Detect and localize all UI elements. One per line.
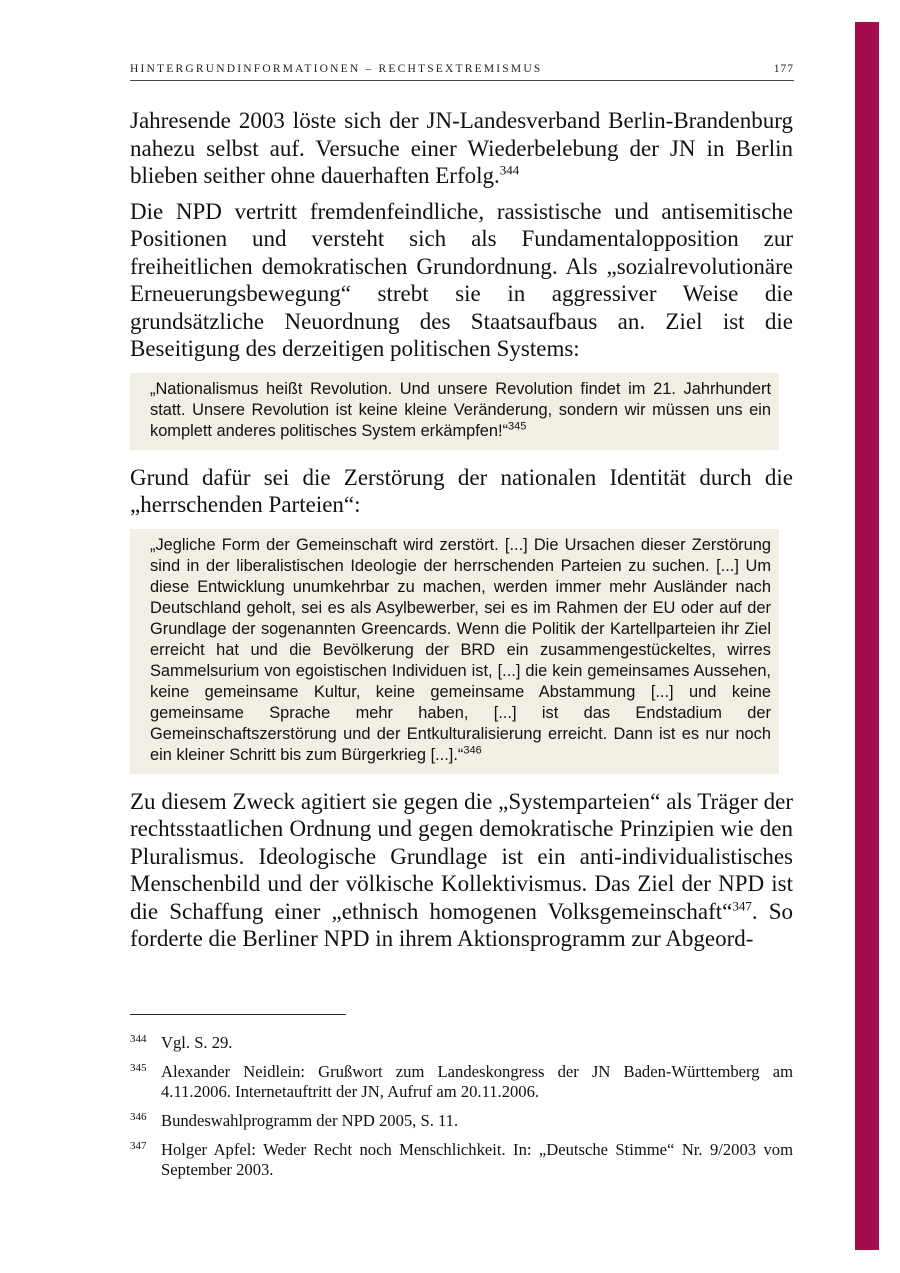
quote-text: „Nationalismus heißt Revolution. Und unsere Revolution findet im 21. Jahrhundert statt. Unsere Revolution ist keine kleine Veränderung, sondern wir müssen uns ein komplett anderes politisches System erkämpfen!“: [150, 379, 771, 440]
footnote-ref-347[interactable]: 347: [732, 897, 752, 913]
paragraph-text-continued: . So forderte die Berliner NPD in ihrem Aktionsprogramm zur Abgeord-: [130, 898, 794, 951]
main-text: [130, 107, 793, 961]
footnote: [130, 1062, 793, 1102]
paragraph-text: Die NPD vertritt fremdenfeindliche, rassistische und antisemitische Positionen und versteht sich als Fundamentalopposition zur freiheitlichen demokratischen Grundordnung. Als „sozialrevolutionäre Erneuerungsbewegung“ strebt sie in aggressiver Weise die grundsätzliche Neuordnung des Staatsaufbaus an. Ziel ist die Beseitigung des derzeitigen politischen Systems:: [130, 198, 793, 361]
footnote-text: Holger Apfel: Weder Recht noch Menschlichkeit. In: „Deutsche Stimme“ Nr. 9/2003 vom September 2003.: [161, 1140, 793, 1179]
footnote-text: Vgl. S. 29.: [161, 1033, 233, 1052]
paragraph-text: Grund dafür sei die Zerstörung der nationalen Identität durch die „herrschenden Parteien“:: [130, 464, 793, 517]
footnote: [130, 1140, 793, 1180]
footnote-number: 347: [130, 1140, 147, 1152]
footnote-separator: [130, 1014, 346, 1015]
quote-text: „Jegliche Form der Gemeinschaft wird zerstört. [...] Die Ursachen dieser Zerstörung sind in der liberalistischen Ideologie der herrschenden Parteien zu suchen. [...] Um diese Entwicklung unumkehrbar zu machen, werden immer mehr Ausländer nach Deutschland geholt, sei es als Asylbewerber, sei es im Rahmen der EU oder auf der Grundlage der sogenannten Greencards. Wenn die Politik der Kartellparteien ihr Ziel erreicht hat und die Bevölkerung der BRD ein zusammengestückeltes, wirres Sammelsurium von egoistischen Individuen ist, [...] die kein gemeinsames Aussehen, keine gemeinsame Kultur, keine gemeinsame Abstammung [...] und keine gemeinsame Sprache mehr haben, [...] ist das Endstadium der Gemeinschaftszerstörung und der Entkulturalisierung erreicht. Dann ist es nur noch ein kleiner Schritt bis zum Bürgerkrieg [...].“: [150, 535, 771, 764]
footnote-number: 344: [130, 1033, 147, 1045]
footnote: [130, 1111, 793, 1131]
paragraph-national-identity: [130, 464, 793, 519]
quote-block-nationalism: [130, 373, 779, 450]
paragraph-text: Zu diesem Zweck agitiert sie gegen die „Systemparteien“ als Träger der rechtsstaatlichen Ordnung und gegen demokratische Prinzipien wie den Pluralismus. Ideologische Grundlage ist ein anti-individualistisches Menschenbild und der völkische Kollektivismus. Das Ziel der NPD ist die Schaffung einer „ethnisch homogenen Volksgemeinschaft“: [130, 788, 793, 924]
footnote-number: 346: [130, 1111, 147, 1123]
footnote-ref-345[interactable]: 345: [508, 420, 527, 433]
paragraph-jn-dissolution: [130, 107, 793, 190]
paragraph-text: Jahresende 2003 löste sich der JN-Landesverband Berlin-Brandenburg nahezu selbst auf. Versuche einer Wiederbelebung der JN in Berlin blieben seither ohne dauerhaften Erfolg.: [130, 108, 793, 188]
running-header-title: HINTERGRUNDINFORMATIONEN – RECHTSEXTREMISMUS: [130, 63, 543, 75]
running-header: [130, 63, 794, 75]
page-number: 177: [773, 63, 794, 75]
footnote-text: Bundeswahlprogramm der NPD 2005, S. 11.: [161, 1111, 459, 1130]
paragraph-npd-positions: [130, 198, 793, 363]
footnote: [130, 1033, 793, 1053]
footnote-number: 345: [130, 1062, 147, 1074]
chapter-color-bar: [855, 22, 879, 1250]
footnote-text: Alexander Neidlein: Grußwort zum Landeskongress der JN Baden-Württemberg am 4.11.2006. Internetauftritt der JN, Aufruf am 20.11.2006.: [161, 1062, 793, 1101]
footnotes: [130, 1033, 793, 1189]
footnote-ref-346[interactable]: 346: [463, 744, 482, 757]
quote-block-community: [130, 529, 779, 774]
footnote-ref-344[interactable]: 344: [499, 162, 520, 178]
header-rule: [130, 80, 794, 81]
paragraph-system-parties: [130, 788, 793, 953]
